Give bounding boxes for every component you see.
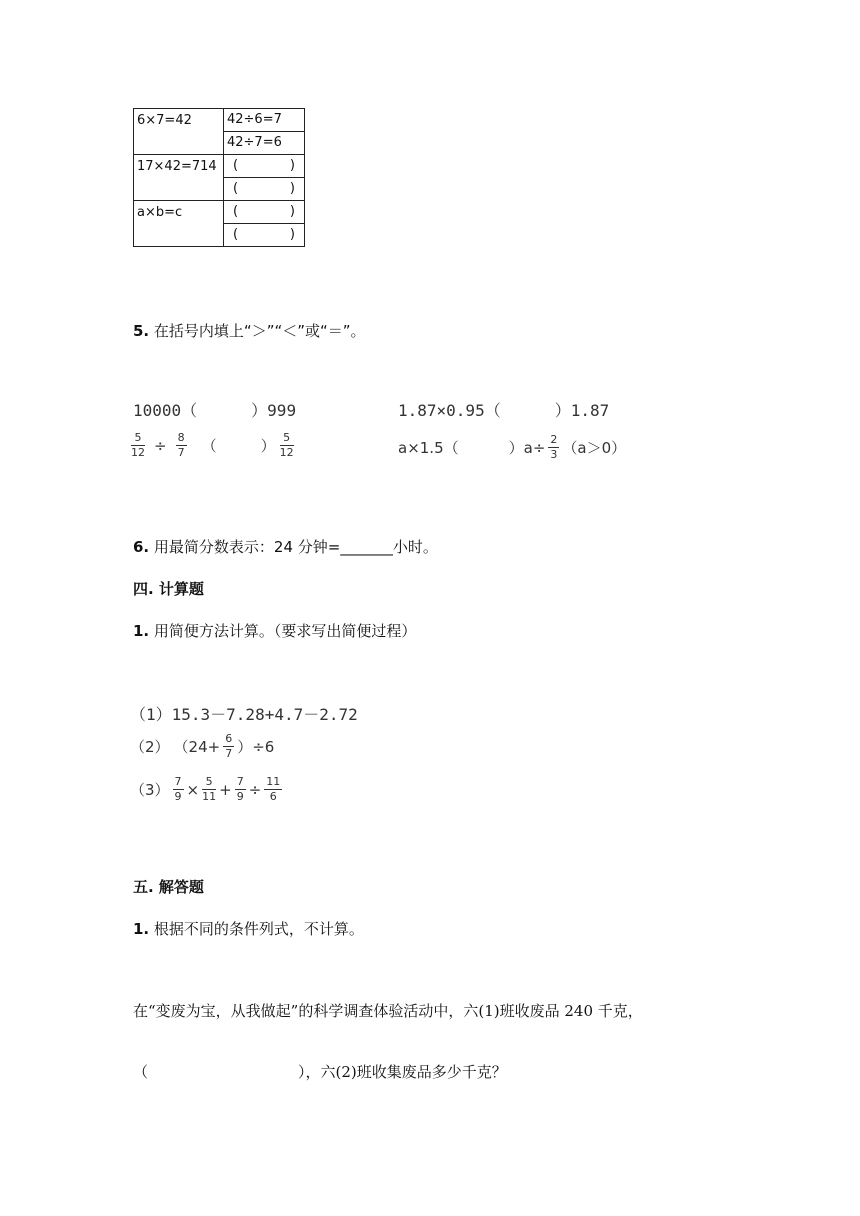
paren-close: ） <box>260 437 276 455</box>
paren-close: ) <box>289 181 295 196</box>
question-tail: 小时。 <box>392 538 438 556</box>
paren-open: ( <box>233 158 239 173</box>
expr-right: ）999 <box>251 401 297 420</box>
table-cell: 6×7=42 <box>134 109 224 155</box>
question-number: 5. <box>133 322 150 340</box>
relation-table <box>133 108 305 247</box>
compare-item-1 <box>133 398 296 421</box>
fraction: $\frac{5}{12}$ <box>279 431 294 459</box>
divide-sign: ÷ <box>154 436 167 455</box>
expr-left: 1.87×0.95（ <box>398 401 501 420</box>
table-row <box>134 109 305 132</box>
paren-open: （ <box>133 1063 149 1081</box>
fraction: $\frac{8}{7}$ <box>177 431 185 459</box>
question-text: 在括号内填上“＞”“＜”或“＝”。 <box>153 322 366 340</box>
answer-question <box>133 918 364 939</box>
paren-close: ) <box>289 227 295 242</box>
fraction: $\frac{7}{9}$ <box>236 775 244 803</box>
question-number: 1. <box>133 920 150 938</box>
fraction: $\frac{5}{11}$ <box>202 775 217 803</box>
question-5 <box>133 320 366 341</box>
fraction: $\frac{2}{3}$ <box>550 433 558 461</box>
fraction: $\frac{7}{9}$ <box>174 775 182 803</box>
question-text: 用最简分数表示：24 分钟= <box>153 538 341 556</box>
table-row <box>134 155 305 178</box>
answer-blank[interactable] <box>224 155 305 178</box>
fraction: $\frac{11}{6}$ <box>266 775 281 803</box>
problem-context: 在“变废为宝，从我做起”的科学调查体验活动中，六(1)班收废品 240 千克， <box>133 1002 643 1020</box>
plus-sign: + <box>219 780 232 799</box>
divide-sign: ÷ <box>248 780 262 799</box>
table-cell: a×b=c <box>134 201 224 247</box>
compare-item-2 <box>398 398 609 421</box>
fraction: $\frac{5}{12}$ <box>131 431 145 459</box>
paren-open: ( <box>233 181 239 196</box>
table-cell: 42÷6=7 <box>224 109 305 132</box>
section-title: 五. 解答题 <box>133 878 204 896</box>
compare-item-3 <box>128 432 297 459</box>
expr-part: ）÷6 <box>237 738 275 756</box>
table-cell: 42÷7=6 <box>224 132 305 155</box>
fraction: $\frac{6}{7}$ <box>225 732 233 760</box>
expr-right: ）1.87 <box>554 401 610 420</box>
calc-question <box>133 620 416 641</box>
expr-part: （24+ <box>173 738 221 756</box>
paren-open: ( <box>233 204 239 219</box>
compare-item-4 <box>398 434 626 461</box>
times-sign: × <box>186 780 200 799</box>
question-6 <box>133 536 438 557</box>
question-text: 根据不同的条件列式，不计算。 <box>153 920 364 938</box>
paren-open: ( <box>233 227 239 242</box>
expr-left: 10000（ <box>133 401 198 420</box>
answer-blank[interactable] <box>224 201 305 224</box>
calc-item-2 <box>130 733 274 760</box>
answer-blank[interactable] <box>224 224 305 247</box>
item-label: （2） <box>130 738 170 756</box>
answer-blank[interactable]: _______ <box>340 538 393 556</box>
item-label: （3） <box>130 781 170 799</box>
calc-item-1: （1）15.3－7.28+4.7－2.72 <box>130 705 358 724</box>
question-text: 用简便方法计算。（要求写出简便过程） <box>153 622 417 640</box>
section-title: 四. 计算题 <box>133 580 204 598</box>
condition: （a＞0） <box>562 439 627 457</box>
answer-blank[interactable] <box>224 178 305 201</box>
question-number: 1. <box>133 622 150 640</box>
table-cell: 17×42=714 <box>134 155 224 201</box>
question-number: 6. <box>133 538 150 556</box>
problem-tail: ），六(2)班收集废品多少千克？ <box>298 1063 507 1081</box>
paren-close: ) <box>289 204 295 219</box>
table-row <box>134 201 305 224</box>
paren-open: （ <box>201 437 217 455</box>
calc-item-3 <box>130 776 285 803</box>
problem-question <box>133 1061 507 1082</box>
expr-left: a×1.5（ <box>398 439 459 457</box>
paren-close: ) <box>289 158 295 173</box>
expr-right: ）a÷ <box>508 439 546 457</box>
